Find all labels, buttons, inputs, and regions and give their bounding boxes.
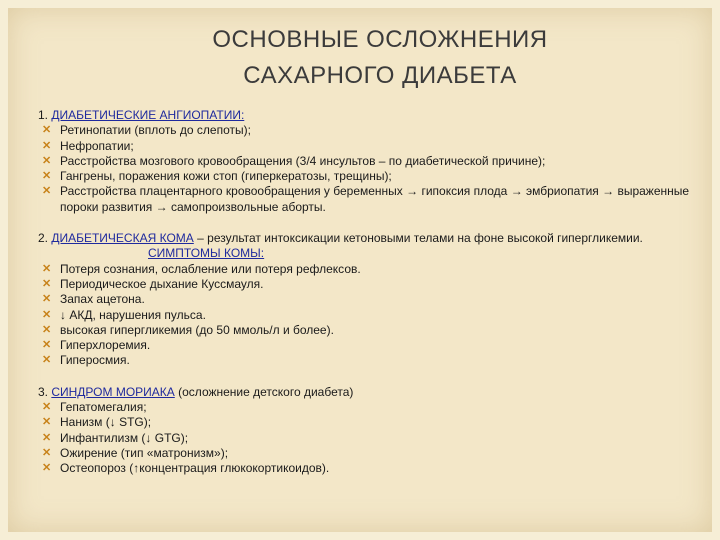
arrow-down-icon: ↓ xyxy=(60,307,66,322)
arrow-up-icon: ↑ xyxy=(133,461,140,476)
list-item: ✕ Гиперосмия. xyxy=(42,353,130,368)
arrow-right-icon: → xyxy=(602,184,615,199)
section-1-title: ДИАБЕТИЧЕСКИЕ АНГИОПАТИИ: xyxy=(51,108,245,122)
x-bullet-icon: ✕ xyxy=(42,185,52,198)
slide-content xyxy=(38,108,702,477)
list-item: ✕ Нанизм (↓ STG); xyxy=(42,415,152,430)
x-bullet-icon: ✕ xyxy=(42,154,52,167)
list-item: ✕ Расстройства мозгового кровообращения (3/4 инсультов – по диабетической причине); xyxy=(42,153,546,168)
x-bullet-icon: ✕ xyxy=(42,416,52,429)
x-bullet-icon: ✕ xyxy=(42,431,52,444)
section-2-number: 2. xyxy=(38,231,52,246)
section-1-heading xyxy=(38,108,702,123)
section-3-title: СИНДРОМ МОРИАКА xyxy=(51,384,175,399)
arrow-right-icon: → xyxy=(406,184,419,199)
list-item: ✕ Инфантилизм (↓ GTG); xyxy=(42,430,189,445)
section-3-number: 3. xyxy=(38,384,52,399)
symptoms-heading: СИМПТОМЫ КОМЫ: xyxy=(148,246,265,261)
slide-title xyxy=(160,22,600,94)
list-item: ✕ высокая гипергликемия (до 50 ммоль/л и более). xyxy=(42,322,334,337)
x-bullet-icon: ✕ xyxy=(42,139,52,152)
list-item: ✕ Ожирение (тип «матронизм»); xyxy=(42,445,229,460)
x-bullet-icon: ✕ xyxy=(42,323,52,336)
x-bullet-icon: ✕ xyxy=(42,462,52,475)
list-item: ✕ ↓ АКД, нарушения пульса. xyxy=(42,307,206,322)
x-bullet-icon: ✕ xyxy=(42,277,52,290)
list-item: ✕ Ретинопатии (вплоть до слепоты); xyxy=(42,123,251,138)
section-1-number: 1. xyxy=(38,108,52,122)
x-bullet-icon: ✕ xyxy=(42,446,52,459)
list-item: ✕ Запах ацетона. xyxy=(42,292,145,307)
arrow-down-icon: ↓ xyxy=(109,415,116,430)
x-bullet-icon: ✕ xyxy=(42,170,52,183)
section-2-heading xyxy=(38,231,702,246)
title-line-1: ОСНОВНЫЕ ОСЛОЖНЕНИЯ xyxy=(212,26,548,53)
section-2-description: – результат интоксикации кетоновыми телами на фоне высокой гипергликемии. xyxy=(193,231,643,246)
x-bullet-icon: ✕ xyxy=(42,354,52,367)
list-item: ✕ Потеря сознания, ослабление или потеря рефлексов. xyxy=(42,261,361,276)
arrow-down-icon: ↓ xyxy=(145,430,152,445)
list-item: ✕ Расстройства плацентарного кровообращения у беременных → гипоксия плода → эмбриопатия → выраженные пороки развития → самопроизвольные аборты. xyxy=(42,184,690,214)
x-bullet-icon: ✕ xyxy=(42,262,52,275)
list-item: ✕ Остеопороз (↑концентрация глюкокортикоидов). xyxy=(42,461,330,476)
section-1-list xyxy=(38,123,702,215)
arrow-right-icon: → xyxy=(510,184,523,199)
section-2-list xyxy=(38,262,702,369)
x-bullet-icon: ✕ xyxy=(42,339,52,352)
x-bullet-icon: ✕ xyxy=(42,401,52,414)
section-2-title: ДИАБЕТИЧЕСКАЯ КОМА xyxy=(51,231,194,246)
section-3-list xyxy=(38,400,702,476)
arrow-right-icon: → xyxy=(155,199,168,214)
title-line-2: САХАРНОГО ДИАБЕТА xyxy=(243,62,517,89)
list-item: ✕ Гангрены, поражения кожи стоп (гиперкератозы, трещины); xyxy=(42,169,392,184)
list-item: ✕ Периодическое дыхание Куссмауля. xyxy=(42,276,264,291)
x-bullet-icon: ✕ xyxy=(42,293,52,306)
list-item: ✕ Гиперхлоремия. xyxy=(42,338,151,353)
x-bullet-icon: ✕ xyxy=(42,124,52,137)
list-item: ✕ Гепатомегалия; xyxy=(42,400,147,415)
section-3-description: (осложнение детского диабета) xyxy=(174,384,354,399)
x-bullet-icon: ✕ xyxy=(42,308,52,321)
section-3-heading xyxy=(38,385,702,400)
list-item: ✕ Нефропатии; xyxy=(42,138,134,153)
